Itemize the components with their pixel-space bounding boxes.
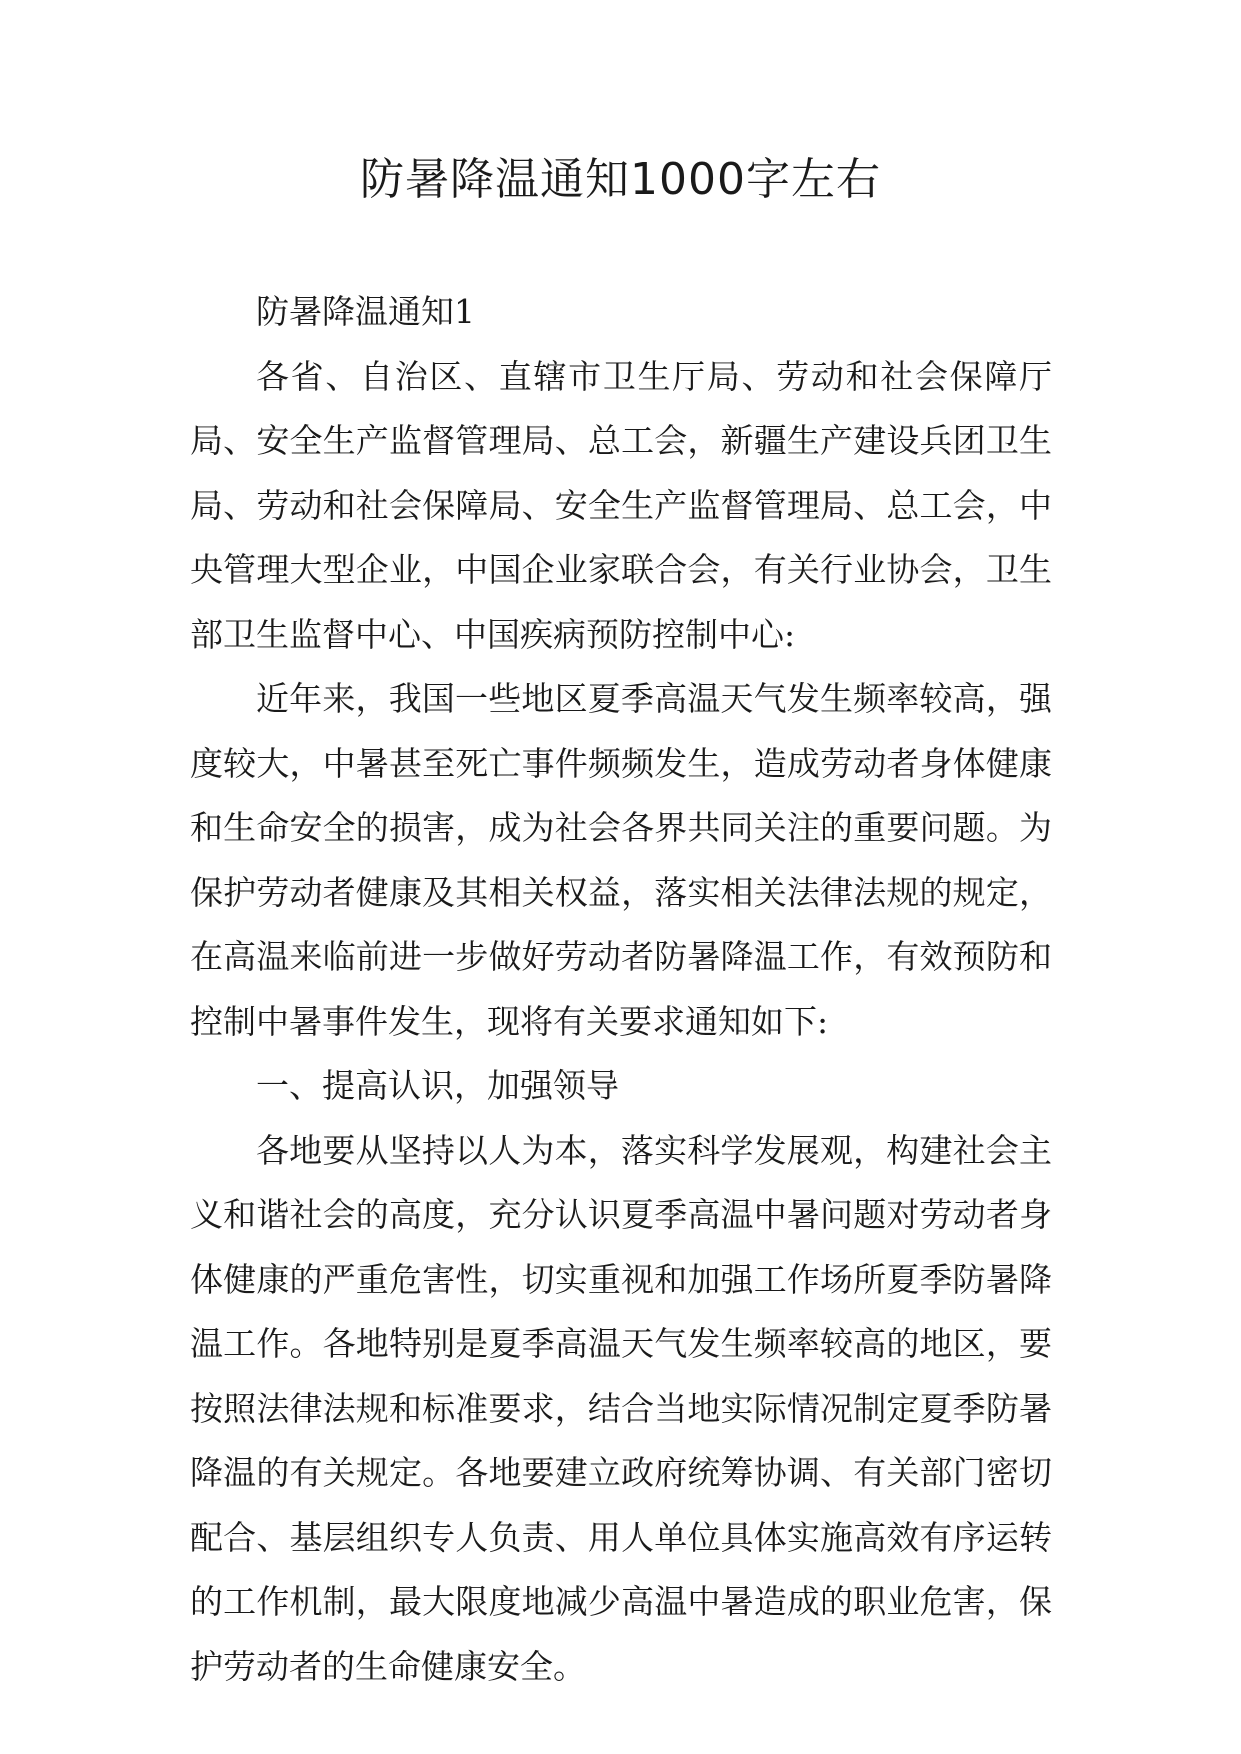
body-paragraph: 各地要从坚持以人为本，落实科学发展观，构建社会主义和谐社会的高度，充分认识夏季高温中暑问题对劳动者身体健康的严重危害性，切实重视和加强工作场所夏季防暑降温工作。各地特别是夏季高温天气发生频率较高的地区，要按照法律法规和标准要求，结合当地实际情况制定夏季防暑降温的有关规定。各地要建立政府统筹协调、有关部门密切配合、基层组织专人负责、用人单位具体实施高效有序运转的工作机制，最大限度地减少高温中暑造成的职业危害，保护劳动者的生命健康安全。 [190, 1130, 1052, 1686]
intro-paragraph: 近年来，我国一些地区夏季高温天气发生频率较高，强度较大，中暑甚至死亡事件频频发生，造成劳动者身体健康和生命安全的损害，成为社会各界共同关注的重要问题。为保护劳动者健康及其相关权益，落实相关法律法规的规定，在高温来临前进一步做好劳动者防暑降温工作，有效预防和控制中暑事件发生，现将有关要求通知如下: [190, 679, 1052, 1041]
subheading: 一、提高认识，加强领导 [256, 1066, 619, 1105]
document-body [190, 280, 1052, 1699]
document-title: 防暑降温通知1000字左右 [360, 154, 881, 205]
section-heading: 防暑降温通知1 [256, 292, 475, 331]
addressee-paragraph: 各省、自治区、直辖市卫生厅局、劳动和社会保障厅局、安全生产监督管理局、总工会，新疆生产建设兵团卫生局、劳动和社会保障局、安全生产监督管理局、总工会，中央管理大型企业，中国企业家联合会，有关行业协会，卫生部卫生监督中心、中国疾病预防控制中心: [190, 356, 1052, 654]
